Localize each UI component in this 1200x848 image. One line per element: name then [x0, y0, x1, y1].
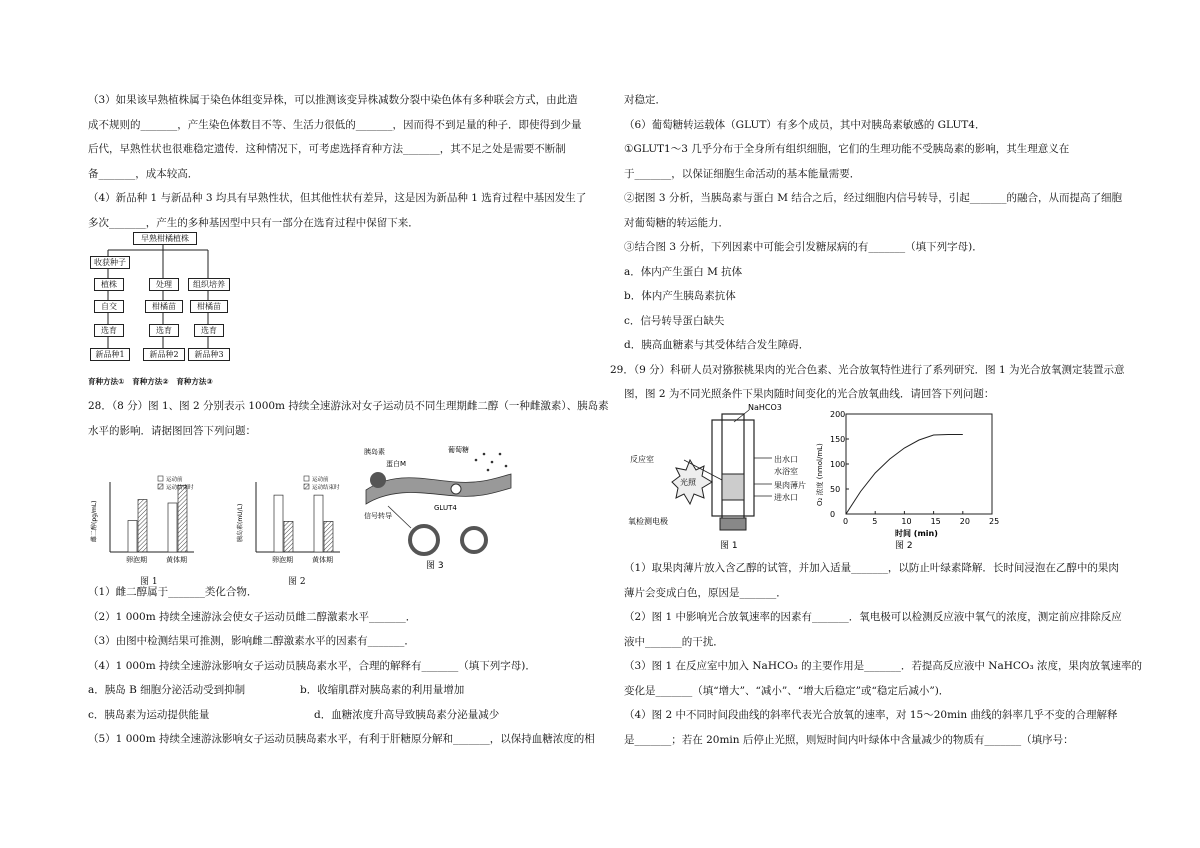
- flow-b3-3: 新品种3: [188, 348, 230, 361]
- flow-b3-2: 选育: [194, 324, 224, 337]
- fig2-caption: 图 2: [288, 577, 306, 587]
- flow-b3-1: 柑橘苗: [190, 300, 228, 313]
- flow-top: 早熟柑橘植株: [133, 232, 197, 245]
- flow-b1-4: 新品种1: [90, 348, 130, 361]
- bar-黄体期-运动结束时: [324, 521, 333, 552]
- q29-sub-2a: （2）图 1 中影响光合放氧速率的因素有_______．氧电极可以检测反应液中氧气的浓度，测定前应排除反应: [624, 611, 1122, 623]
- right-column: [610, 88, 1125, 407]
- flow-b3-0: 组织培养: [188, 278, 230, 291]
- flow-b2-1: 柑橘苗: [145, 300, 183, 313]
- q28-line-2: 水平的影响．请据图回答下列问题：: [88, 424, 256, 437]
- legend-swatch-0: [158, 476, 163, 481]
- q28-sub-4: （4）1 000m 持续全速游泳影响女子运动员胰岛素水平，合理的解释有_______（填下列字母)．: [88, 659, 536, 672]
- y-tick-label: 100: [830, 460, 846, 469]
- q28-block: [88, 394, 609, 443]
- flow-b1-0: 收获种子: [90, 256, 130, 269]
- fig3-label-glut4: GLUT4: [434, 504, 457, 512]
- x-tick-label: 10: [901, 517, 912, 526]
- figure-2-insulin: [234, 470, 344, 587]
- apparatus-figure: [624, 400, 814, 553]
- q29-sub-4b: 是_______；若在 20min 后停止光照，则短时间内叶绿体中含量减少的物质有_______（填序号：: [624, 733, 1074, 746]
- flow-b2-3: 新品种2: [143, 348, 185, 361]
- q3-line-4: 备_______，成本较高．: [88, 167, 199, 180]
- right-line-2: ①GLUT1～3 几乎分布于全身所有组织细胞，它们的生理功能不受胰岛素的影响，其生理意义在: [624, 143, 1070, 155]
- apparatus-label-nahco3: NaHCO3: [748, 403, 782, 412]
- q29-line-1: 29．（9 分）科研人员对猕猴桃果肉的光合色素、光合放氧特性进行了系列研究．图 1 为光合放氧测定装置示意: [610, 363, 1125, 376]
- right-line-4: ②据图 3 分析，当胰岛素与蛋白 M 结合之后，经过细胞内信号转导，引起_______的融合，从而提高了细胞: [624, 192, 1123, 204]
- q29-sub-1b: 薄片会变成白色，原因是_______．: [624, 586, 787, 599]
- figure-3-glut4: [356, 440, 516, 573]
- bar-卵泡期-运动前: [274, 495, 283, 552]
- bar-黄体期-运动结束时: [178, 486, 187, 553]
- legend-swatch-1: [304, 484, 309, 489]
- q28-options-row-2: [88, 703, 598, 728]
- legend-swatch-1: [158, 484, 163, 489]
- glut4-diagram: [356, 440, 516, 570]
- q28-sub-2: （2）1 000m 持续全速游泳会使女子运动员雌二醇激素水平_______．: [88, 610, 417, 623]
- apparatus-label-slice: 果肉薄片: [774, 481, 806, 490]
- q29-subquestions: [624, 556, 1143, 752]
- q28-sub-3: （3）由图中检测结果可推测，影响雌二醇激素水平的因素有_______．: [88, 635, 415, 647]
- flow-method-3: 育种方法③: [176, 377, 213, 386]
- flow-method-2: 育种方法②: [132, 377, 169, 386]
- apparatus-label-inlet: 进水口: [774, 493, 798, 502]
- plot-frame: [846, 414, 992, 514]
- y-tick-label: 50: [830, 485, 841, 494]
- legend-swatch-0: [304, 476, 309, 481]
- x-tick-label: 20: [959, 517, 970, 526]
- right-line-1: （6）葡萄糖转运载体（GLUT）有多个成员，其中对胰岛素敏感的 GLUT4．: [624, 118, 986, 131]
- legend-label-0: 运动前: [166, 477, 183, 483]
- o2-line-chart: [814, 404, 1004, 552]
- right-line-10: d．胰高血糖素与其受体结合发生障碍．: [624, 339, 810, 351]
- right-line-5: 对葡萄糖的转运能力．: [624, 216, 729, 229]
- right-line-7: a．体内产生蛋白 M 抗体: [624, 265, 743, 278]
- q28-sub-1: （1）雌二醇属于_______类化合物．: [88, 586, 258, 598]
- apparatus-label-waterbath: 水浴室: [774, 467, 798, 476]
- q29-sub-3a: （3）图 1 在反应室中加入 NaHCO₃ 的主要作用是_______．若提高反应液中 NaHCO₃ 浓度，果肉放氧速率的: [624, 660, 1143, 672]
- q28-sub-5: （5）1 000m 持续全速游泳影响女子运动员胰岛素水平，有利于肝糖原分解和_______，以保持血糖浓度的相: [88, 733, 595, 745]
- q28-subquestions: [88, 580, 598, 752]
- flow-method-1: 育种方法①: [88, 377, 125, 386]
- right-line-3: 于_______，以保证细胞生命活动的基本能量需要．: [624, 167, 861, 180]
- legend-label-1: 运动结束时: [166, 485, 194, 491]
- apparatus-label-electrode: 氧检测电极: [628, 517, 668, 526]
- q4-line-1: （4）新品种 1 与新品种 3 均具有早熟性状，但其他性状有差异，这是因为新品种 1 选育过程中基因发生了: [88, 192, 587, 204]
- apparatus-label-chamber: 反应室: [630, 455, 654, 464]
- q28-options-row-1: [88, 678, 598, 703]
- apparatus-label-light: 光照: [680, 478, 696, 487]
- y-tick-label: 200: [830, 410, 846, 419]
- q29-sub-3b: 变化是_______（填“增大”、“减小”、“增大后稳定”或“稳定后减小”)．: [624, 684, 950, 697]
- option-d: d．血糖浓度升高导致胰岛素分泌量减少: [314, 708, 500, 721]
- bar-卵泡期-运动结束时: [284, 521, 293, 552]
- bar-chart-2: [234, 470, 344, 580]
- y-axis-label: O₂ 浓度 (nmol/mL): [816, 443, 824, 506]
- x-tick-label: 黄体期: [312, 556, 333, 564]
- bar-黄体期-运动前: [168, 503, 177, 552]
- x-tick-label: 0: [843, 517, 849, 526]
- right-line-6: ③结合图 3 分析，下列因素中可能会引发糖尿病的有_______（填下列字母)．: [624, 241, 983, 253]
- o2-curve-figure: [814, 404, 1004, 555]
- apparatus-label-outlet: 出水口: [774, 455, 798, 464]
- flow-b1-3: 选育: [94, 324, 124, 337]
- q29-line-2: 图，图 2 为不同光照条件下果肉随时间变化的光合放氧曲线．请回答下列问题：: [624, 388, 995, 400]
- fig3-label-protein-m: 蛋白M: [386, 460, 407, 468]
- x-tick-label: 5: [872, 517, 878, 526]
- fig3-label-glucose: 葡萄糖: [448, 446, 469, 454]
- q3-line-3: 后代，早熟性状也很难稳定遗传．这种情况下，可考虑选择育种方法_______，其不足之处是需要不断制: [88, 143, 566, 155]
- breeding-flowchart: [88, 232, 258, 392]
- fig3-caption: 图 3: [426, 561, 444, 570]
- chart-caption: 图 2: [895, 541, 913, 551]
- apparatus-caption: 图 1: [720, 541, 738, 550]
- y-tick-label: 150: [830, 435, 846, 444]
- x-tick-label: 黄体期: [166, 556, 187, 564]
- q29-sub-4a: （4）图 2 中不同时间段曲线的斜率代表光合放氧的速率，对 15～20min 曲线的斜率几乎不变的合理解释: [624, 709, 1118, 721]
- left-column: [88, 88, 588, 235]
- q3-line-2: 成不规则的_______，产生染色体数目不等、生活力很低的_______，因而得不到足量的种子．即使得到少量: [88, 118, 582, 131]
- fig3-label-signal: 信号转导: [364, 512, 392, 520]
- o2-curve: [846, 435, 963, 515]
- right-line-9: c．信号转导蛋白缺失: [624, 314, 725, 327]
- bar-卵泡期-运动结束时: [138, 500, 147, 553]
- x-tick-label: 卵泡期: [272, 556, 293, 564]
- q29-sub-2b: 液中_______的干扰．: [624, 635, 724, 648]
- q28-line-1: 28．（8 分）图 1、图 2 分别表示 1000m 持续全速游泳对女子运动员不同生理期雌二醇（一种雌激素）、胰岛素: [88, 400, 609, 412]
- y-axis-label: 胰岛素(mU/L): [237, 503, 244, 542]
- fig1-caption: 图 1: [140, 577, 158, 587]
- figure-1-estradiol: [88, 470, 198, 587]
- flow-b2-2: 选育: [149, 324, 179, 337]
- flow-b1-1: 植株: [94, 278, 124, 291]
- apparatus-diagram: [624, 400, 814, 550]
- bar-chart-1: [88, 470, 198, 580]
- x-axis-label: 时间 (min): [895, 529, 938, 538]
- option-c: c．胰岛素为运动提供能量: [88, 708, 210, 721]
- right-line-0: 对稳定．: [624, 94, 666, 106]
- flow-b1-2: 自交: [94, 300, 124, 313]
- flow-b2-0: 处理: [149, 278, 179, 291]
- bar-卵泡期-运动前: [128, 521, 137, 553]
- right-line-8: b．体内产生胰岛素抗体: [624, 290, 736, 302]
- y-tick-label: 0: [830, 510, 836, 519]
- fig3-label-insulin: 胰岛素: [364, 448, 385, 456]
- option-a: a．胰岛 B 细胞分泌活动受到抑制: [88, 684, 246, 696]
- legend-label-1: 运动结束时: [312, 485, 340, 491]
- option-b: b．收缩肌群对胰岛素的利用量增加: [300, 684, 465, 696]
- bar-黄体期-运动前: [314, 495, 323, 552]
- x-tick-label: 15: [930, 517, 941, 526]
- x-tick-label: 卵泡期: [126, 556, 147, 564]
- q4-line-2: 多次_______，产生的多种基因型中只有一部分在选育过程中保留下来．: [88, 216, 419, 229]
- q3-line-1: （3）如果该早熟植株属于染色体组变异株，可以推测该变异株减数分裂中染色体有多种联会方式，由此造: [88, 94, 578, 106]
- q29-sub-1a: （1）取果肉薄片放入含乙醇的试管，并加入适量_______，以防止叶绿素降解．长时间浸泡在乙醇中的果肉: [624, 562, 1119, 574]
- legend-label-0: 运动前: [312, 477, 329, 483]
- flow-methods: [88, 376, 258, 387]
- y-axis-label: 雌二醇(pg/mL): [91, 500, 98, 542]
- x-tick-label: 25: [989, 517, 1000, 526]
